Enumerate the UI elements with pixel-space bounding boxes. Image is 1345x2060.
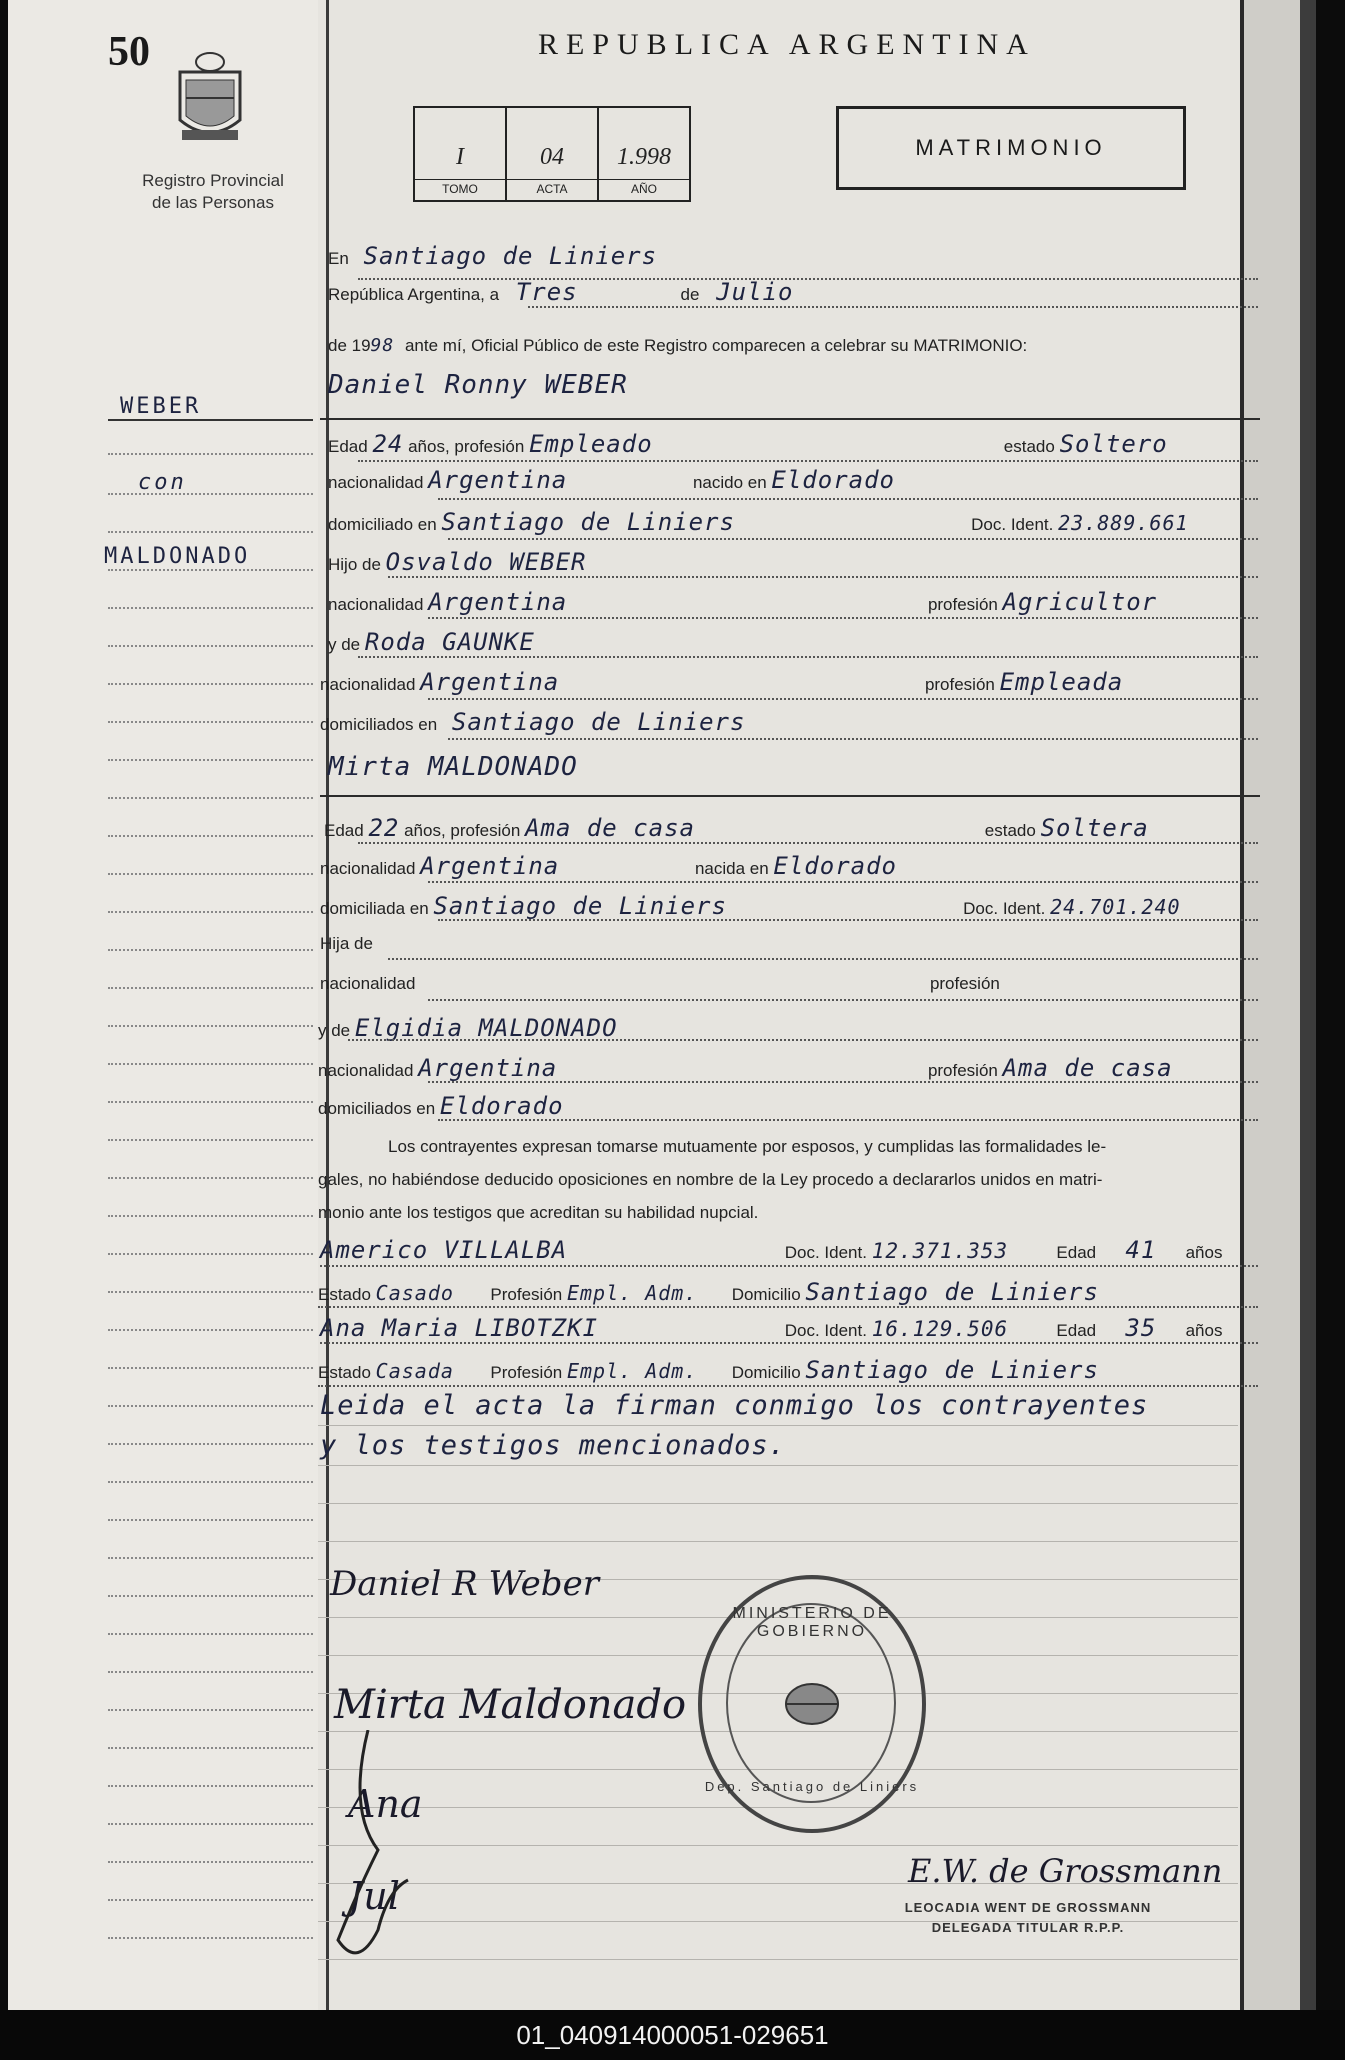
witness-2-doc: 16.129.506 [871, 1317, 1009, 1341]
bride-madre-nac-label: nacionalidad [318, 1061, 414, 1080]
groom-nacionalidad-label: nacionalidad [328, 473, 424, 492]
ruled-line [318, 1845, 1238, 1846]
registry-line-1: Registro Provincial [142, 171, 284, 190]
margin-rule [108, 1024, 313, 1027]
witness-1-edad-label: Edad [1056, 1243, 1097, 1262]
acta-value: 04 [540, 144, 564, 170]
bride-estado: Soltera [1040, 814, 1149, 842]
bride-hija-label: Hija de [320, 934, 373, 953]
entry-line [320, 1264, 1258, 1267]
witness-1-estado: Casado [375, 1281, 454, 1305]
margin-rule [108, 1594, 313, 1597]
groom-edad-label: Edad [328, 437, 368, 456]
groom-father-line [328, 548, 587, 576]
page-number: 50 [108, 29, 150, 75]
bride-nacida: Eldorado [773, 852, 897, 880]
bride-domicilio-label: domiciliada en [320, 899, 429, 918]
groom-profesion: Empleado [529, 430, 653, 458]
entry-line [528, 305, 1258, 308]
groom-parents-address [320, 708, 745, 736]
witness-2-estado-label: Estado [318, 1363, 371, 1382]
signature-witness-1: Ana [348, 1782, 423, 1826]
margin-rule [108, 492, 313, 495]
bride-name: Mirta MALDONADO [328, 752, 578, 782]
right-border [1240, 0, 1244, 2010]
bride-nacida-label: nacida en [694, 859, 769, 878]
tomo-label: TOMO [415, 179, 505, 196]
entry-line [358, 655, 1258, 658]
margin-rule [108, 1860, 313, 1863]
entry-line [428, 616, 1258, 619]
registry-line-2: de las Personas [152, 193, 274, 212]
groom-estado-label: estado [1003, 437, 1055, 456]
witness-1-profesion-label: Profesión [490, 1285, 563, 1304]
margin-rule [108, 418, 313, 421]
bride-nacionalidad: Argentina [420, 852, 560, 880]
bride-address-line [320, 892, 1181, 920]
officer-block [868, 1898, 1188, 1938]
groom-edad: 24 [372, 430, 404, 458]
margin-rule [108, 948, 313, 951]
groom-madre-prof-label: profesión [924, 675, 995, 694]
entry-line [428, 1080, 1258, 1083]
bride-doc: 24.701.240 [1050, 895, 1181, 919]
year-line [328, 335, 1027, 356]
year-prefix: de 19 [328, 336, 371, 355]
stamp-bottom-text: Dep. Santiago de Liniers [704, 1779, 920, 1794]
groom-padres-dom: Santiago de Liniers [451, 708, 746, 736]
witness-2-domicilio: Santiago de Liniers [805, 1356, 1099, 1384]
bride-estado-label: estado [984, 821, 1036, 840]
margin-rule [108, 1442, 313, 1445]
margin-rule [108, 720, 313, 723]
margin-rule [108, 872, 313, 875]
margin-rule [108, 1936, 313, 1939]
officer-title: DELEGADA TITULAR R.P.P. [931, 1920, 1125, 1935]
bride-domicilio: Santiago de Liniers [433, 892, 727, 920]
margin-rule [108, 1176, 313, 1179]
margin-rule [108, 1556, 313, 1559]
entry-line [448, 737, 1258, 740]
witness-2-edad-label: Edad [1056, 1321, 1097, 1340]
bride-madre: Elgidia MALDONADO [354, 1014, 618, 1042]
date-line [328, 278, 793, 306]
officer-signature: E.W. de Grossmann [908, 1852, 1223, 1890]
margin-rule [108, 1670, 313, 1673]
margin-connector: con [138, 470, 187, 495]
official-stamp [698, 1575, 926, 1833]
margin-rule [108, 1784, 313, 1787]
entry-line [318, 1384, 1258, 1387]
entry-line [388, 575, 1258, 578]
groom-address-line [328, 508, 1189, 536]
signature-stroke [328, 1730, 448, 1970]
entry-line [438, 918, 1258, 921]
witness-2-estado: Casada [375, 1359, 454, 1383]
margin-rule [108, 1290, 313, 1293]
groom-estado: Soltero [1059, 430, 1168, 458]
bride-father-details [320, 974, 1000, 994]
witness-2-line [320, 1314, 1222, 1342]
witness-2-name: Ana Maria LIBOTZKI [320, 1314, 599, 1342]
groom-padre-prof: Agricultor [1002, 588, 1158, 616]
entry-line [318, 1305, 1258, 1308]
ruled-line [318, 1425, 1238, 1426]
en-label: En [328, 249, 349, 268]
margin-rule [108, 1898, 313, 1901]
formal-line-3: monio ante los testigos que acreditan su habilidad nupcial. [318, 1203, 759, 1222]
margin-rule [108, 1062, 313, 1065]
groom-nacido-label: nacido en [692, 473, 767, 492]
witness-1-anos-label: años [1185, 1243, 1223, 1262]
year-value: 98 [370, 335, 395, 356]
entry-line [348, 1038, 1258, 1041]
entry-line [438, 1118, 1258, 1121]
groom-nacido: Eldorado [771, 466, 895, 494]
ruled-line [318, 1465, 1238, 1466]
witness-2-doc-label: Doc. Ident. [784, 1321, 867, 1340]
witness-1-line [320, 1236, 1222, 1264]
officer-name: LEOCADIA WENT DE GROSSMANN [904, 1900, 1152, 1915]
bride-doc-label: Doc. Ident. [963, 899, 1046, 918]
groom-padre-nac-label: nacionalidad [328, 595, 424, 614]
bride-nationality-line [320, 852, 897, 880]
bride-edad: 22 [368, 814, 400, 842]
groom-age-line [328, 430, 1168, 458]
tomo-cell [415, 108, 507, 200]
groom-domicilio-label: domiciliado en [328, 515, 437, 534]
groom-madre: Roda GAUNKE [364, 628, 535, 656]
margin-rule [108, 1100, 313, 1103]
groom-mother-line [328, 628, 535, 656]
margin-rule [108, 1746, 313, 1749]
signature-groom: Daniel R Weber [330, 1564, 599, 1604]
groom-profesion-label: años, profesión [408, 437, 525, 456]
section-rule [320, 795, 1260, 797]
margin-rule [108, 1214, 313, 1217]
bride-padre-nac-label: nacionalidad [320, 974, 416, 993]
bride-nacionalidad-label: nacionalidad [320, 859, 416, 878]
groom-hijo-label: Hijo de [328, 555, 381, 574]
witness-1-estado-label: Estado [318, 1285, 371, 1304]
margin-name-2: MALDONADO [104, 544, 251, 569]
bride-name-line [328, 752, 578, 782]
groom-name: Daniel Ronny WEBER [328, 370, 628, 400]
margin-rule [108, 530, 313, 533]
republica-label: República Argentina, a [328, 285, 500, 304]
groom-nationality-line [328, 466, 895, 494]
groom-padre: Osvaldo WEBER [385, 548, 587, 576]
groom-madre-nac-label: nacionalidad [320, 675, 416, 694]
margin-rule [108, 1328, 313, 1331]
margin-rule [108, 1632, 313, 1635]
margin-rule [108, 1138, 313, 1141]
ano-cell [599, 108, 689, 200]
bride-mother-details [318, 1054, 1173, 1082]
groom-nacionalidad: Argentina [428, 466, 568, 494]
margin-rule [108, 452, 313, 455]
stamp-emblem-icon [782, 1679, 842, 1729]
day-value: Tres [515, 278, 578, 306]
witness-1-domicilio: Santiago de Liniers [805, 1278, 1099, 1306]
ano-value: 1.998 [617, 144, 671, 170]
witness-2-profesion: Empl. Adm. [566, 1359, 698, 1383]
margin-rule [108, 758, 313, 761]
ano-label: AÑO [599, 179, 689, 196]
groom-padre-nac: Argentina [428, 588, 568, 616]
groom-mother-details [320, 668, 1123, 696]
margin-rule [108, 796, 313, 799]
margin-rule [108, 1480, 313, 1483]
bride-madre-prof: Ama de casa [1002, 1054, 1173, 1082]
witness-1-profesion: Empl. Adm. [566, 1281, 698, 1305]
acta-cell [507, 108, 599, 200]
margin-rule [108, 682, 313, 685]
document-type-box: MATRIMONIO [836, 106, 1186, 190]
entry-line [428, 880, 1258, 883]
bride-padres-dom: Eldorado [439, 1092, 564, 1120]
groom-father-details [328, 588, 1157, 616]
groom-domicilio: Santiago de Liniers [441, 508, 735, 536]
signature-witness-2: Jul [348, 1874, 400, 1918]
witness-2-edad: 35 [1125, 1314, 1157, 1342]
margin-rule [108, 986, 313, 989]
ruled-line [318, 1959, 1238, 1960]
document-title: REPUBLICA ARGENTINA [538, 28, 1036, 61]
margin-name-1: WEBER [120, 394, 202, 419]
document-page [8, 0, 1308, 2010]
tomo-value: I [456, 144, 464, 170]
entry-line [438, 497, 1258, 500]
entry-line [320, 1341, 1258, 1344]
entry-line [428, 998, 1258, 1001]
ruled-line [318, 1541, 1238, 1542]
margin-rule [108, 644, 313, 647]
de-label: de [680, 285, 700, 304]
record-box [413, 106, 691, 202]
margin-rule [108, 1518, 313, 1521]
witness-1-name: Americo VILLALBA [320, 1236, 568, 1264]
bride-profesion: Ama de casa [525, 814, 696, 842]
bride-padres-dom-label: domiciliados en [318, 1099, 436, 1118]
bride-madre-nac: Argentina [418, 1054, 558, 1082]
groom-madre-nac: Argentina [420, 668, 560, 696]
groom-padres-dom-label: domiciliados en [320, 715, 438, 734]
margin-rule [108, 1404, 313, 1407]
margin-rule [108, 606, 313, 609]
stamp-top-text: MINISTERIO DE GOBIERNO [732, 1605, 892, 1640]
registry-label [118, 170, 308, 214]
bride-father-line [320, 934, 373, 954]
entry-line [448, 537, 1258, 540]
bride-padre-prof-label: profesión [929, 974, 1000, 993]
groom-padre-prof-label: profesión [927, 595, 998, 614]
margin-rule [108, 834, 313, 837]
margin-rule [108, 1708, 313, 1711]
coat-of-arms-seal [170, 50, 250, 150]
groom-name-line [328, 370, 628, 400]
witness-2-domicilio-label: Domicilio [731, 1363, 801, 1382]
declaration-text: ante mí, Oficial Público de este Registro comparecen a celebrar su MATRIMONIO: [404, 336, 1028, 355]
place-value: Santiago de Liniers [363, 242, 658, 270]
groom-madre-prof: Empleada [999, 668, 1124, 696]
witness-1-edad: 41 [1125, 1236, 1157, 1264]
witness-2-details [318, 1356, 1099, 1384]
entry-line [358, 459, 1258, 462]
margin-rule [108, 1252, 313, 1255]
formal-paragraph [318, 1130, 1248, 1229]
footer-id: 01_040914000051-029651 [0, 2010, 1345, 2060]
entry-line [358, 841, 1258, 844]
witness-2-anos-label: años [1185, 1321, 1223, 1340]
acta-label: ACTA [507, 179, 597, 196]
section-rule [320, 418, 1260, 420]
bride-profesion-label: años, profesión [404, 821, 521, 840]
margin-rule [108, 1822, 313, 1825]
entry-line [428, 697, 1258, 700]
margin-rule [108, 568, 313, 571]
groom-doc-label: Doc. Ident. [971, 515, 1054, 534]
closing-line-1: Leida el acta la firman conmigo los contrayentes [320, 1390, 1149, 1421]
margin-rule [108, 1366, 313, 1369]
groom-yde-label: y de [328, 635, 361, 654]
formal-line-1: Los contrayentes expresan tomarse mutuamente por esposos, y cumplidas las formalidades le- [388, 1137, 1107, 1156]
bride-edad-label: Edad [324, 821, 364, 840]
closing-line-2: y los testigos mencionados. [320, 1430, 786, 1461]
groom-doc: 23.889.661 [1058, 511, 1189, 535]
bride-yde-label: y de [318, 1021, 351, 1040]
bride-parents-address [318, 1092, 564, 1120]
entry-line [388, 957, 1258, 960]
bride-age-line [324, 814, 1149, 842]
ruled-line [318, 1503, 1238, 1504]
witness-1-domicilio-label: Domicilio [731, 1285, 801, 1304]
witness-1-doc: 12.371.353 [871, 1239, 1009, 1263]
witness-1-doc-label: Doc. Ident. [784, 1243, 867, 1262]
signature-bride: Mirta Maldonado [334, 1682, 687, 1728]
formal-line-2: gales, no habiéndose deducido oposiciones en nombre de la Ley procedo a declararlos unidos en matri- [318, 1170, 1103, 1189]
place-line [328, 242, 657, 270]
witness-1-details [318, 1278, 1099, 1306]
binding-edge [1300, 0, 1316, 2010]
month-value: Julio [716, 278, 794, 306]
margin-rule [108, 910, 313, 913]
bride-madre-prof-label: profesión [927, 1061, 998, 1080]
witness-2-profesion-label: Profesión [490, 1363, 563, 1382]
